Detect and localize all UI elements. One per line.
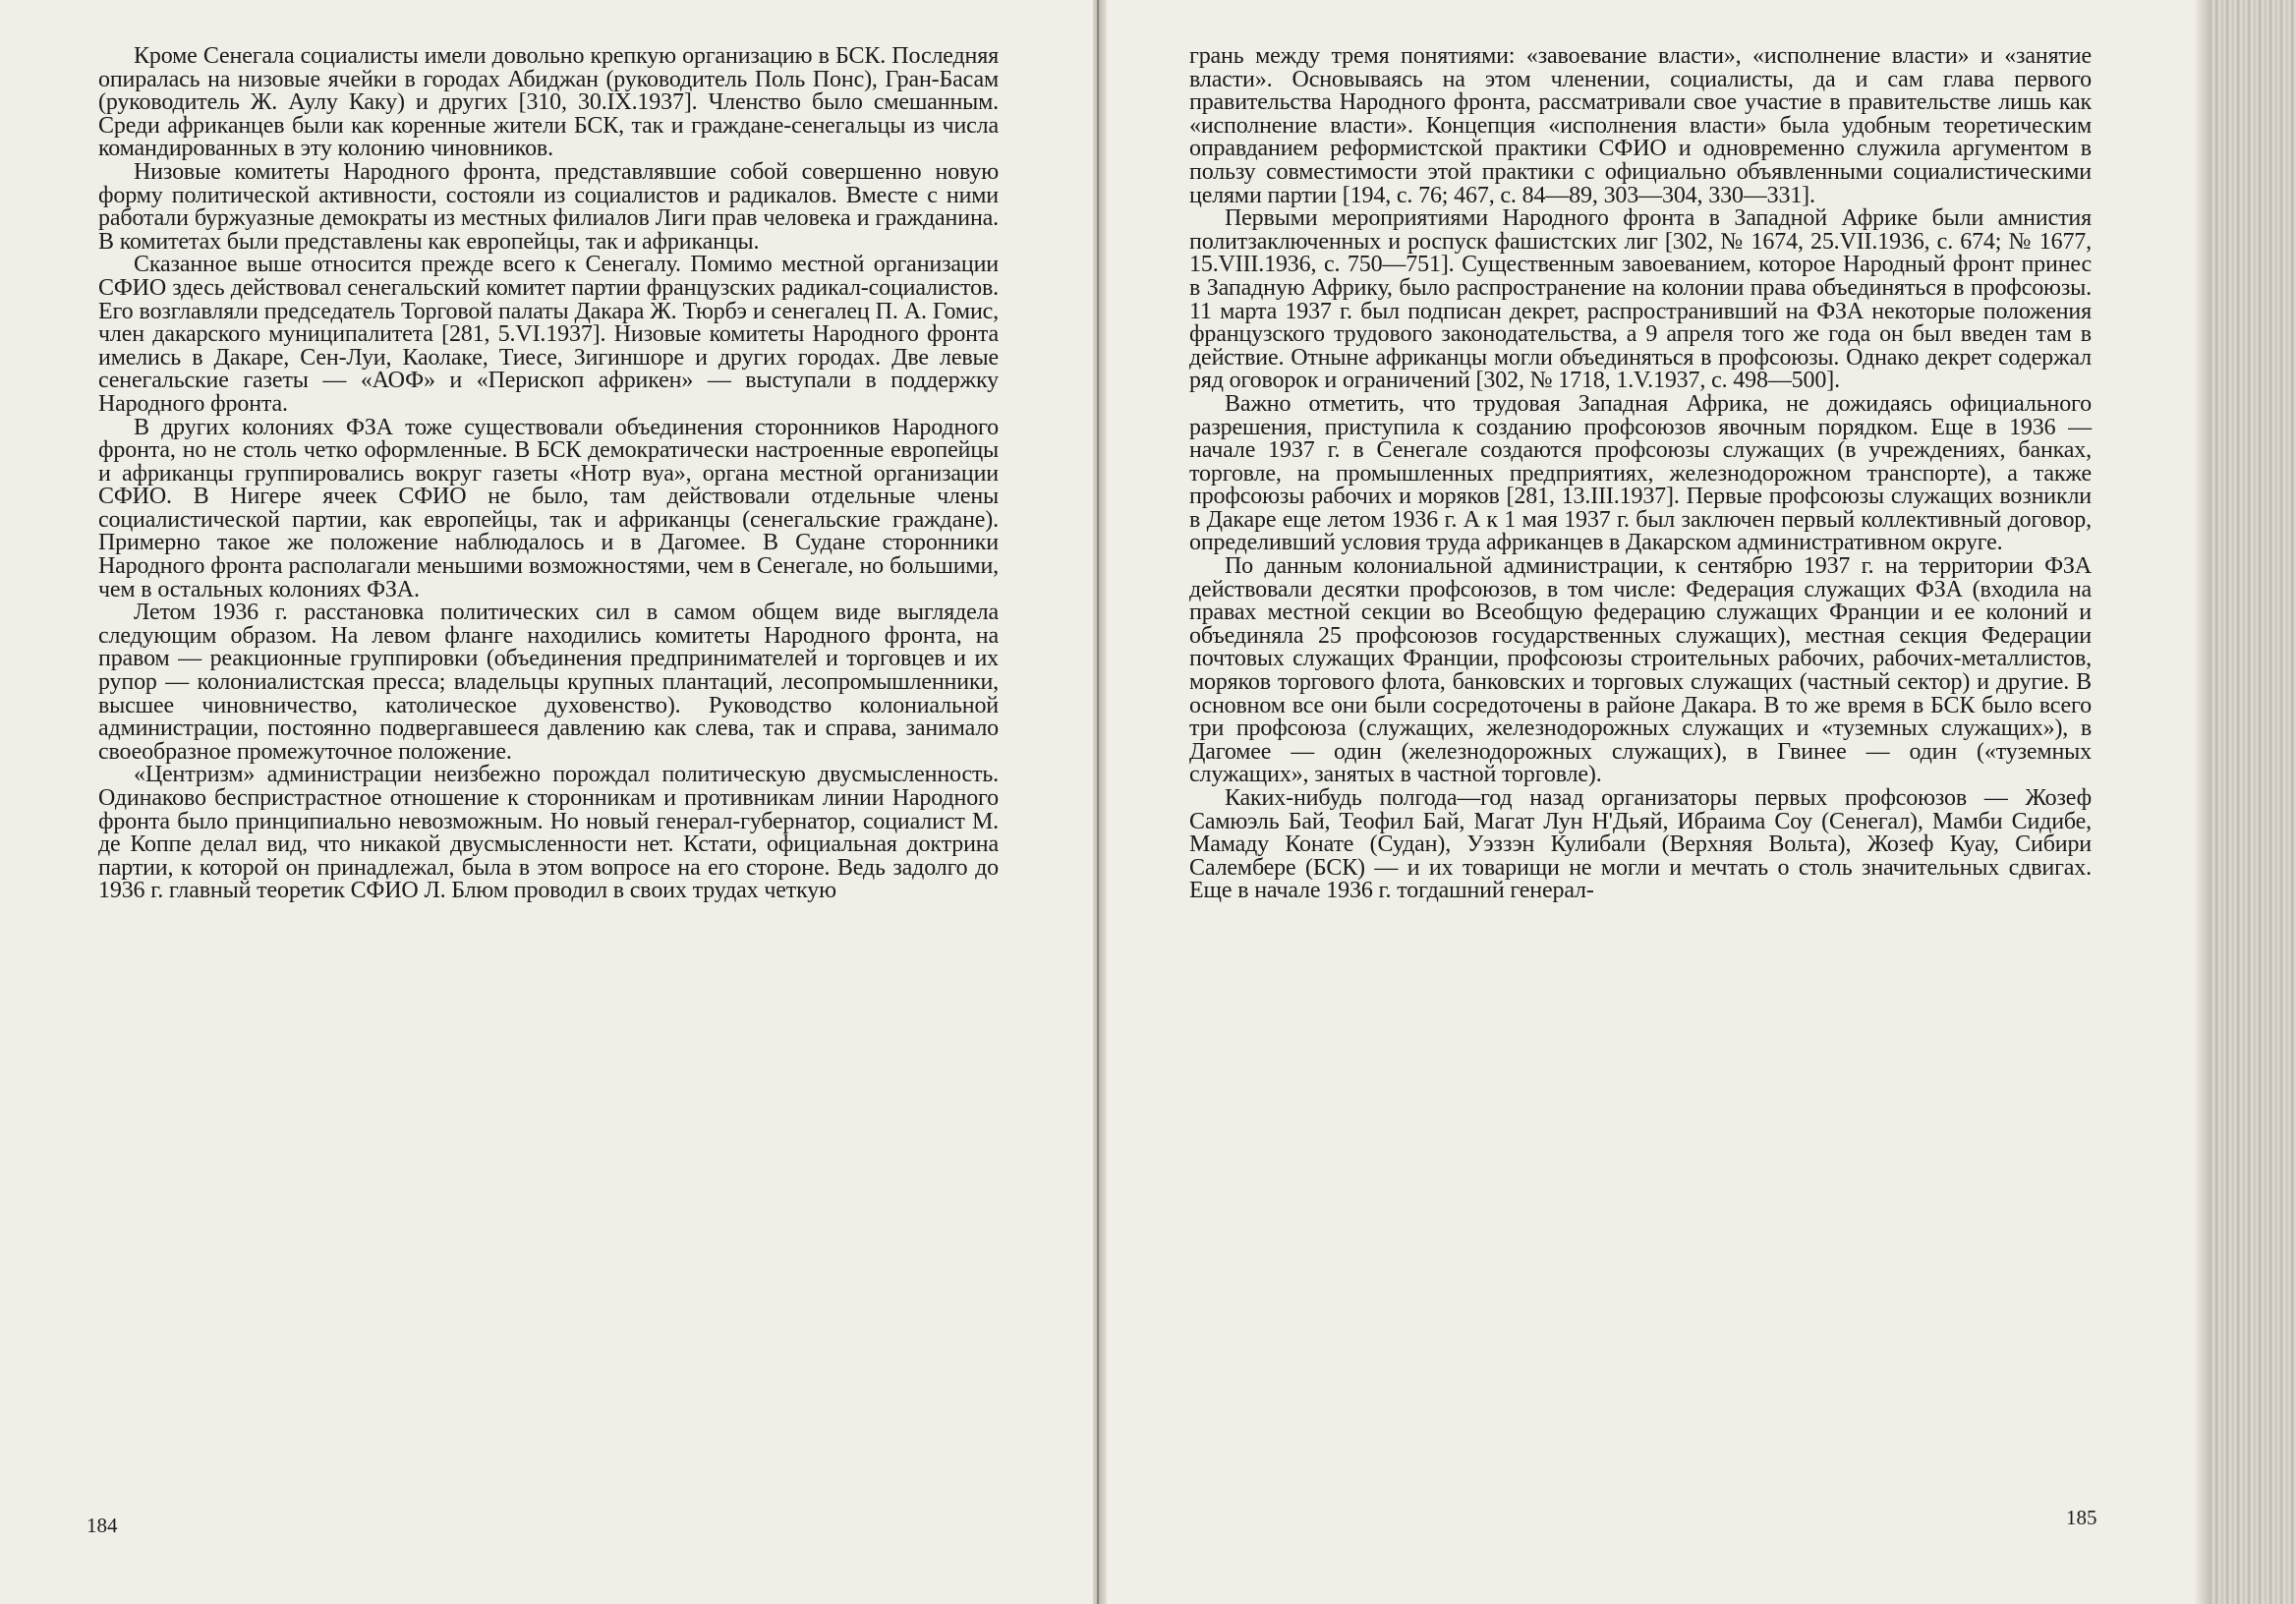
- paragraph: «Центризм» администрации неизбежно порождал политическую двусмысленность. Одинаково беспристрастное отношение к сторонникам и противникам линии Народного фронта было принципиально невозможным. Но новый генерал-губернатор, социалист М. де Коппе делал вид, что никакой двусмысленности нет. Кстати, официальная доктрина партии, к которой он принадлежал, была в этом вопросе на его стороне. Ведь задолго до 1936 г. главный теоретик СФИО Л. Блюм проводил в своих трудах четкую: [98, 762, 999, 904]
- paragraph: Летом 1936 г. расстановка политических сил в самом общем виде выглядела следующим образом. На левом фланге находились комитеты Народного фронта, на правом — реакционные группировки (объединения предпринимателей и торговцев и их рупор — колониалистская пресса; владельцы крупных плантаций, лесопромышленники, высшее чиновничество, католическое духовенство). Руководство колониальной администрации, постоянно подвергавшееся давлению как слева, так и справа, занимало своеобразное промежуточное положение.: [98, 600, 999, 765]
- gutter-line: [1097, 0, 1099, 1604]
- paragraph: Низовые комитеты Народного фронта, представлявшие собой совершенно новую форму политической активности, состояли из социалистов и радикалов. Вместе с ними работали буржуазные демократы из местных филиалов Лиги прав человека и гражданина. В комитетах были представлены как европейцы, так и африканцы.: [98, 158, 999, 255]
- paragraph: Каких-нибудь полгода—год назад организаторы первых профсоюзов — Жозеф Самюэль Бай, Теофил Бай, Магат Лун Н'Дьяй, Ибраима Соу (Сенегал), Мамби Сидибе, Мамаду Конате (Судан), Уэззэн Кулибали (Верхняя Вольта), Жозеф Куау, Сибири Салембере (БСК) — и их товарищи не могли и мечтать о столь значительных сдвигах. Еще в начале 1936 г. тогдашний генерал-: [1189, 785, 2092, 904]
- paragraph: По данным колониальной администрации, к сентябрю 1937 г. на территории ФЗА действовали десятки профсоюзов, в том числе: Федерация служащих ФЗА (входила на правах местной секции во Всеобщую федерацию служащих Франции и ее колоний и объединяла 25 профсоюзов государственных служащих), местная секция Федерации почтовых служащих Франции, профсоюзы строительных рабочих, рабочих-металлистов, моряков торгового флота, банковских и торговых служащих (частный сектор) и другие. В основном все они были сосредоточены в районе Дакара. В то же время в БСК было всего три профсоюза (служащих, железнодорожных служащих и «туземных служащих»), в Дагомее — один (железнодорожных служащих), в Гвинее — один («туземных служащих», занятых в частной торговле).: [1189, 553, 2092, 788]
- page-edge-shadow: [2194, 0, 2213, 1604]
- book-gutter: [1093, 0, 1107, 1604]
- page-number-left: 184: [86, 1514, 118, 1537]
- paragraph: грань между тремя понятиями: «завоевание власти», «исполнение власти» и «занятие власти». Основываясь на этом членении, социалисты, да и сам глава первого правительства Народного фронта, рассматривали свое участие в правительстве лишь как «исполнение власти». Концепция «исполнения власти» была удобным теоретическим оправданием реформистской практики СФИО и одновременно служила аргументом в пользу совместимости этой практики с официально объявленными социалистическими целями партии [194, с. 76; 467, с. 84—89, 303—304, 330—331].: [1189, 43, 2092, 208]
- paragraph: Сказанное выше относится прежде всего к Сенегалу. Помимо местной организации СФИО здесь действовал сенегальский комитет партии французских радикал-социалистов. Его возглавляли председатель Торговой палаты Дакара Ж. Тюрбэ и сенегалец П. А. Гомис, член дакарского муниципалитета [281, 5.VI.1937]. Низовые комитеты Народного фронта имелись в Дакаре, Сен-Луи, Каолаке, Тиесе, Зигиншоре и других городах. Две левые сенегальские газеты — «АОФ» и «Перископ африкен» — выступали в поддержку Народного фронта.: [98, 252, 999, 417]
- book-edge: [2211, 0, 2296, 1604]
- paragraph: Важно отметить, что трудовая Западная Африка, не дожидаясь официального разрешения, приступила к созданию профсоюзов явочным порядком. Еще в 1936 — начале 1937 г. в Сенегале создаются профсоюзы служащих (в учреждениях, банках, торговле, на промышленных предприятиях, железнодорожном транспорте), а также профсоюзы рабочих и моряков [281, 13.III.1937]. Первые профсоюзы служащих возникли в Дакаре еще летом 1936 г. А к 1 мая 1937 г. был заключен первый коллективный договор, определивший условия труда африканцев в Дакарском административном округе.: [1189, 390, 2092, 556]
- left-page-text: [98, 45, 999, 903]
- paragraph: Кроме Сенегала социалисты имели довольно крепкую организацию в БСК. Последняя опиралась на низовые ячейки в городах Абиджан (руководитель Поль Понс), Гран-Басам (руководитель Ж. Аулу Каку) и других [310, 30.IX.1937]. Членство было смешанным. Среди африканцев были как коренные жители БСК, так и граждане-сенегальцы из числа командированных в эту колонию чиновников.: [98, 43, 999, 162]
- page-number-right: 185: [2066, 1506, 2097, 1529]
- paragraph: В других колониях ФЗА тоже существовали объединения сторонников Народного фронта, но не столь четко оформленные. В БСК демократически настроенные европейцы и африканцы группировались вокруг газеты «Нотр вуа», органа местной организации СФИО. В Нигере ячеек СФИО не было, там действовали отдельные члены социалистической партии, как европейцы, так и африканцы (сенегальские граждане). Примерно такое же положение наблюдалось и в Дагомее. В Судане сторонники Народного фронта располагали меньшими возможностями, чем в Сенегале, но большими, чем в остальных колониях ФЗА.: [98, 414, 999, 602]
- right-page-text: [1189, 45, 2092, 903]
- paragraph: Первыми мероприятиями Народного фронта в Западной Африке были амнистия политзаключенных и роспуск фашистских лиг [302, № 1674, 25.VII.1936, с. 674; № 1677, 15.VIII.1936, с. 750—751]. Существенным завоеванием, которое Народный фронт принес в Западную Африку, было распространение на колонии права объединяться в профсоюзы. 11 марта 1937 г. был подписан декрет, распространивший на ФЗА некоторые положения французского трудового законодательства, а 9 апреля того же года он был введен там в действие. Отныне африканцы могли объединяться в профсоюзы. Однако декрет содержал ряд оговорок и ограничений [302, № 1718, 1.V.1937, с. 498—500].: [1189, 205, 2092, 394]
